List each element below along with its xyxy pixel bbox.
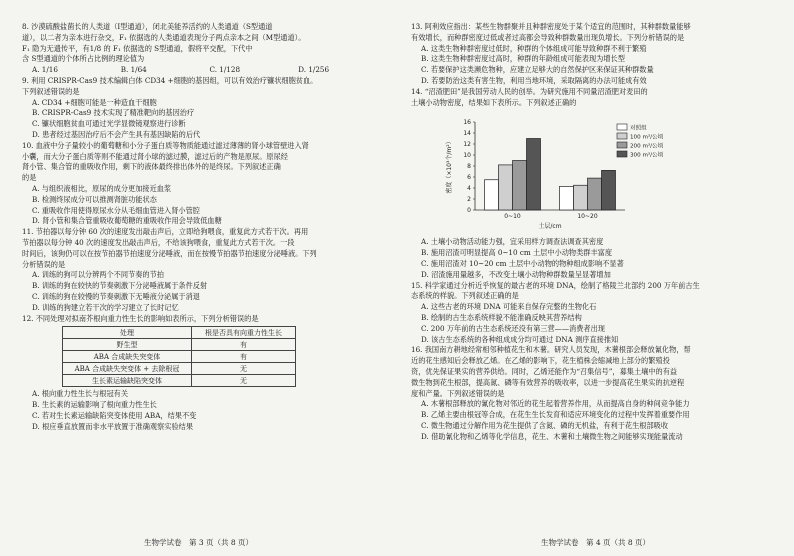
- q10-line: 小囊，而大分子蛋白质等则不能通过肾小球的滤过膜，滤过后的产物是原尿。原尿经: [22, 151, 288, 161]
- q13-option-a: A. 这类生物种群密度过低时，种群的个体组成可能导致种群不利于繁殖: [421, 43, 647, 53]
- q15-option-b: B. 绘制的古生态系统样貌不能准确反映其营养结构: [421, 312, 582, 322]
- legend-label: 200 m³/公顷: [630, 143, 664, 150]
- q16-line: 资，优先保证果实的营养供给。同时，乙烯还能作为“召集信号”，募集土壤中的有益: [411, 366, 678, 376]
- table-header: 处理: [63, 327, 192, 339]
- legend-swatch: [617, 124, 627, 130]
- q9-option-c: C. 镰状细胞贫血可通过光学显微镜观察进行诊断: [32, 119, 186, 129]
- q15-line: 15. 科学家通过分析近乎恢复的最古老的环境 DNA，绘制了格陵兰北部约 200 万年前古生: [411, 280, 700, 290]
- q14-option-b: B. 施用沼渣可明显提高 0~10 cm 土层中小动物类群丰富度: [421, 248, 613, 258]
- q8-option-c: C. 1/128: [209, 65, 241, 75]
- table-header-row: [63, 327, 296, 339]
- q8-option-b: B. 1/64: [120, 65, 147, 75]
- q15-option-a: A. 这些古老的环境 DNA 可能来自保存完整的生物化石: [421, 302, 597, 312]
- table-row: [63, 375, 296, 387]
- q14-line: 土壤小动物密度，结果如下表所示。下列叙述正确的: [411, 97, 577, 107]
- x-tick-label: 10~20: [577, 213, 598, 221]
- q12-option-a: A. 根向重力性生长与根冠有关: [32, 389, 129, 399]
- question-14: [411, 87, 778, 281]
- q11-line: 节拍器以每分钟 40 次的速度发出敲击声后，不给该狗喂食，重复此方式若干次。一段: [22, 237, 295, 247]
- q14-option-d: D. 沼渣施用量越多，不改变土壤小动物种群数量呈显著增加: [421, 269, 611, 279]
- question-10: [22, 141, 387, 227]
- page-footer: 生物学试卷 第 3 页（共 8 页）: [143, 538, 254, 547]
- q8-options: [22, 65, 387, 76]
- table-cell: ABA 合成缺失突变体 + 去除根冠: [63, 363, 192, 375]
- q10-option-d: D. 肾小管和集合管重吸收葡萄糖的重吸收作用会导致低血糖: [32, 216, 222, 226]
- q11-line: 时间后，该狗仍可以在按节拍器节拍速度分泌唾液，而在按慢节拍器节拍速度分泌唾液。下列: [22, 248, 317, 258]
- q11-line: 11. 节拍器以每分钟 60 次的速度发出敲击声后，立即给狗喂食，重复此方式若干次。再用: [22, 227, 309, 237]
- q16-line: 微生物到花生根部，提高氮、磷等有效营养的吸收率，以进一步提高花生果实的抗逆程: [411, 377, 685, 387]
- page-footer: 生物学试卷 第 4 页（共 8 页）: [540, 538, 651, 547]
- q9-option-b: B. CRISPR-Cas9 技术实现了精准靶向的基因治疗: [32, 108, 195, 118]
- question-12: [22, 314, 387, 433]
- q12-option-c: C. 若对生长素运输缺陷突变体使用 ABA，结果不变: [32, 410, 197, 420]
- q10-line: 的是: [22, 173, 37, 183]
- table-cell: 有: [192, 351, 296, 363]
- x-tick-label: 0~10: [504, 213, 521, 221]
- q16-option-a: A. 木薯根部释放的氰化物对邻近的花生起着营养作用，从而提高自身的种间竞争能力: [421, 399, 690, 409]
- q13-option-b: B. 这类生物种群密度过高时，种群的年龄组成可能表现为增长型: [421, 54, 625, 64]
- q15-option-c: C. 200 万年前的古生态系统还没有第三营——消费者出现: [421, 323, 605, 333]
- question-13: [411, 22, 778, 87]
- bar: [588, 178, 602, 210]
- page-4: [397, 0, 794, 556]
- q10-line: 10. 血液中分子量较小的葡萄糖和小分子蛋白质等物质能通过滤过薄薄的肾小球管壁进入肾: [22, 140, 309, 150]
- q16-option-b: B. 乙烯主要由根冠等合成，在花生生长发育和适应环境变化的过程中发挥着重要作用: [421, 410, 690, 420]
- q16-line: 16. 我国南方耕地经常相邻种植花生和木薯。研究人员发现，木薯根部会释放氰化物，帮: [411, 345, 691, 355]
- y-tick-label: 4: [467, 185, 471, 193]
- table-cell: ABA 合成缺失突变体: [63, 351, 192, 363]
- q9-line: 9. 利用 CRISPR-Cas9 技术编辑白体 CD34 +细胞的基因组，可以有效治疗镰状细胞贫血。: [22, 75, 318, 85]
- y-tick-label: 16: [463, 119, 471, 127]
- q11-option-b: B. 训练的狗在较快的节奏刺激下分泌唾液属于条件反射: [32, 281, 208, 291]
- x-axis-label: 土层/cm: [538, 223, 562, 231]
- density-chart: [441, 110, 701, 235]
- question-16: [411, 345, 778, 442]
- q11-option-a: A. 训练的狗可以分辨两个不同节奏的节拍: [32, 270, 164, 280]
- q12-option-d: D. 根应垂直放置而非水平放置于准确观察实验结果: [32, 421, 194, 431]
- q12-line: 12. 不同处理对拟南芥根向重力性生长的影响如表所示，下列分析错误的是: [22, 313, 259, 323]
- q8-line: 含 S型通道的个体所占比例的理论值为: [22, 54, 145, 64]
- table-cell: 无: [192, 375, 296, 387]
- q15-option-d: D. 该古生态系统的各种组成成分均可通过 DNA 测序直接推知: [421, 334, 619, 344]
- bar-chart-svg: [441, 110, 701, 235]
- q14-line: 14. “沼渣肥田”是我国劳动人民的创举。为研究施用不同量沼渣肥对麦田的: [411, 86, 648, 96]
- y-tick-label: 14: [463, 130, 471, 138]
- table-row: [63, 339, 296, 351]
- q8-line: 8. 沙漠硫酸盐菌长的人类道（Ⅰ型通道），闭北美能养活约的人类通道（S型通道: [22, 22, 273, 31]
- legend-swatch: [617, 142, 627, 148]
- bar: [513, 161, 527, 211]
- y-axis-label: 密度（×10³个/m²）: [446, 138, 453, 195]
- question-15: [411, 281, 778, 346]
- bar: [560, 187, 574, 211]
- y-tick-label: 12: [463, 141, 471, 149]
- question-11: [22, 227, 387, 313]
- legend-swatch: [617, 133, 627, 139]
- q9-option-a: A. CD34 +细胞可能是一种造血干细胞: [32, 97, 157, 107]
- q8-line: 道），以二者为亲本进行杂交，F₁ 依据选的人类通道表现分子两点亲本之间（M型通道）。: [22, 32, 306, 42]
- table-cell: 野生型: [63, 339, 192, 351]
- q16-line: 度和产量。下列叙述错误的是: [411, 388, 505, 398]
- q11-option-d: D. 训练的狗建立若干次的学习建立了长时记忆: [32, 302, 179, 312]
- q8-line: F₁ 隐为无遗传平，有1/8 的 F₁ 依据选的 S型通道，假将平交配，下代中: [22, 43, 253, 53]
- q10-option-a: A. 与组织液相比，原尿的成分更加接近血浆: [32, 183, 172, 193]
- table-cell: 无: [192, 363, 296, 375]
- legend-label: 对照组: [630, 125, 647, 132]
- q10-option-b: B. 检测终尿成分可以推测肾脏功能状态: [32, 194, 157, 204]
- q9-option-d: D. 患者经过基因治疗后不会产生具有基因缺陷的后代: [32, 129, 201, 139]
- legend-label: 300 m³/公顷: [630, 152, 664, 159]
- bar: [574, 186, 588, 211]
- q8-option-a: A. 1/16: [32, 65, 58, 75]
- y-tick-label: 6: [467, 174, 471, 182]
- bar: [602, 171, 616, 211]
- bar: [499, 165, 513, 210]
- q10-line: 肾小管、集合管的重吸收作用，剩下的液体最终排出体外的是终尿。下列叙述正确: [22, 162, 281, 172]
- table-row: [63, 363, 296, 375]
- q16-option-c: C. 微生物通过分解作用为花生提供了含氮、磷的无机盐，有利于花生根部吸收: [421, 420, 669, 430]
- q12-table: [62, 326, 296, 387]
- q14-option-c: C. 施用沼渣对 10~20 cm 土层中小动物的物种组成影响不显著: [421, 258, 624, 268]
- y-tick-label: 10: [463, 152, 471, 160]
- question-8: [22, 22, 387, 76]
- q13-option-c: C. 若要保护这类濒危物种，应建立足够大的自然保护区来保证其种群数量: [421, 65, 654, 75]
- q9-line: 下列叙述错误的是: [22, 86, 80, 96]
- table-cell: 生长素运输缺陷突变体: [63, 375, 192, 387]
- q16-line: 近的花生感知后会释放乙烯。在乙烯的影响下，花生植株会缩减地上部分的繁殖投: [411, 356, 670, 366]
- y-tick-label: 0: [467, 207, 471, 215]
- question-9: [22, 76, 387, 141]
- legend-swatch: [617, 151, 627, 157]
- q13-line: 13. 阿利效应指出：某些生物群聚并且种群密度处于某个适宜的范围时，其种群数量能够: [411, 22, 691, 31]
- q15-line: 态系统的样貌。下列叙述正确的是: [411, 291, 519, 301]
- bar: [485, 180, 499, 210]
- q16-option-d: D. 借助氰化物和乙烯等化学信息，花生、木薯和土壤微生物之间能够实现能量流动: [421, 431, 683, 441]
- q10-option-c: C. 重吸收作用使得原尿水分从毛细血管进入肾小管腔: [32, 205, 200, 215]
- q13-option-d: D. 若要防治这类有害生物，利用当地环境，采取隔离的办法可能成有效: [421, 75, 647, 85]
- q14-option-a: A. 土壤小动物活动能力强，宜采用样方调查法调查其密度: [421, 237, 604, 247]
- q11-line: 分析错误的是: [22, 259, 66, 269]
- y-tick-label: 2: [467, 196, 471, 204]
- y-tick-label: 8: [467, 163, 471, 171]
- bar: [527, 139, 541, 211]
- table-header: 根是否具有向重力性生长: [192, 327, 296, 339]
- q13-line: 有效增长，而种群密度过低或者过高都会导致种群数量出现负增长。下列分析错误的是: [411, 32, 685, 42]
- q12-option-b: B. 生长素的运输影响了根向重力性生长: [32, 400, 157, 410]
- q8-option-d: D. 1/256: [298, 65, 330, 75]
- table-cell: 有: [192, 339, 296, 351]
- q11-option-c: C. 训练的狗在较慢的节奏刺激下无唾液分泌属于消退: [32, 291, 200, 301]
- legend-label: 100 m³/公顷: [630, 134, 664, 141]
- table-row: [63, 351, 296, 363]
